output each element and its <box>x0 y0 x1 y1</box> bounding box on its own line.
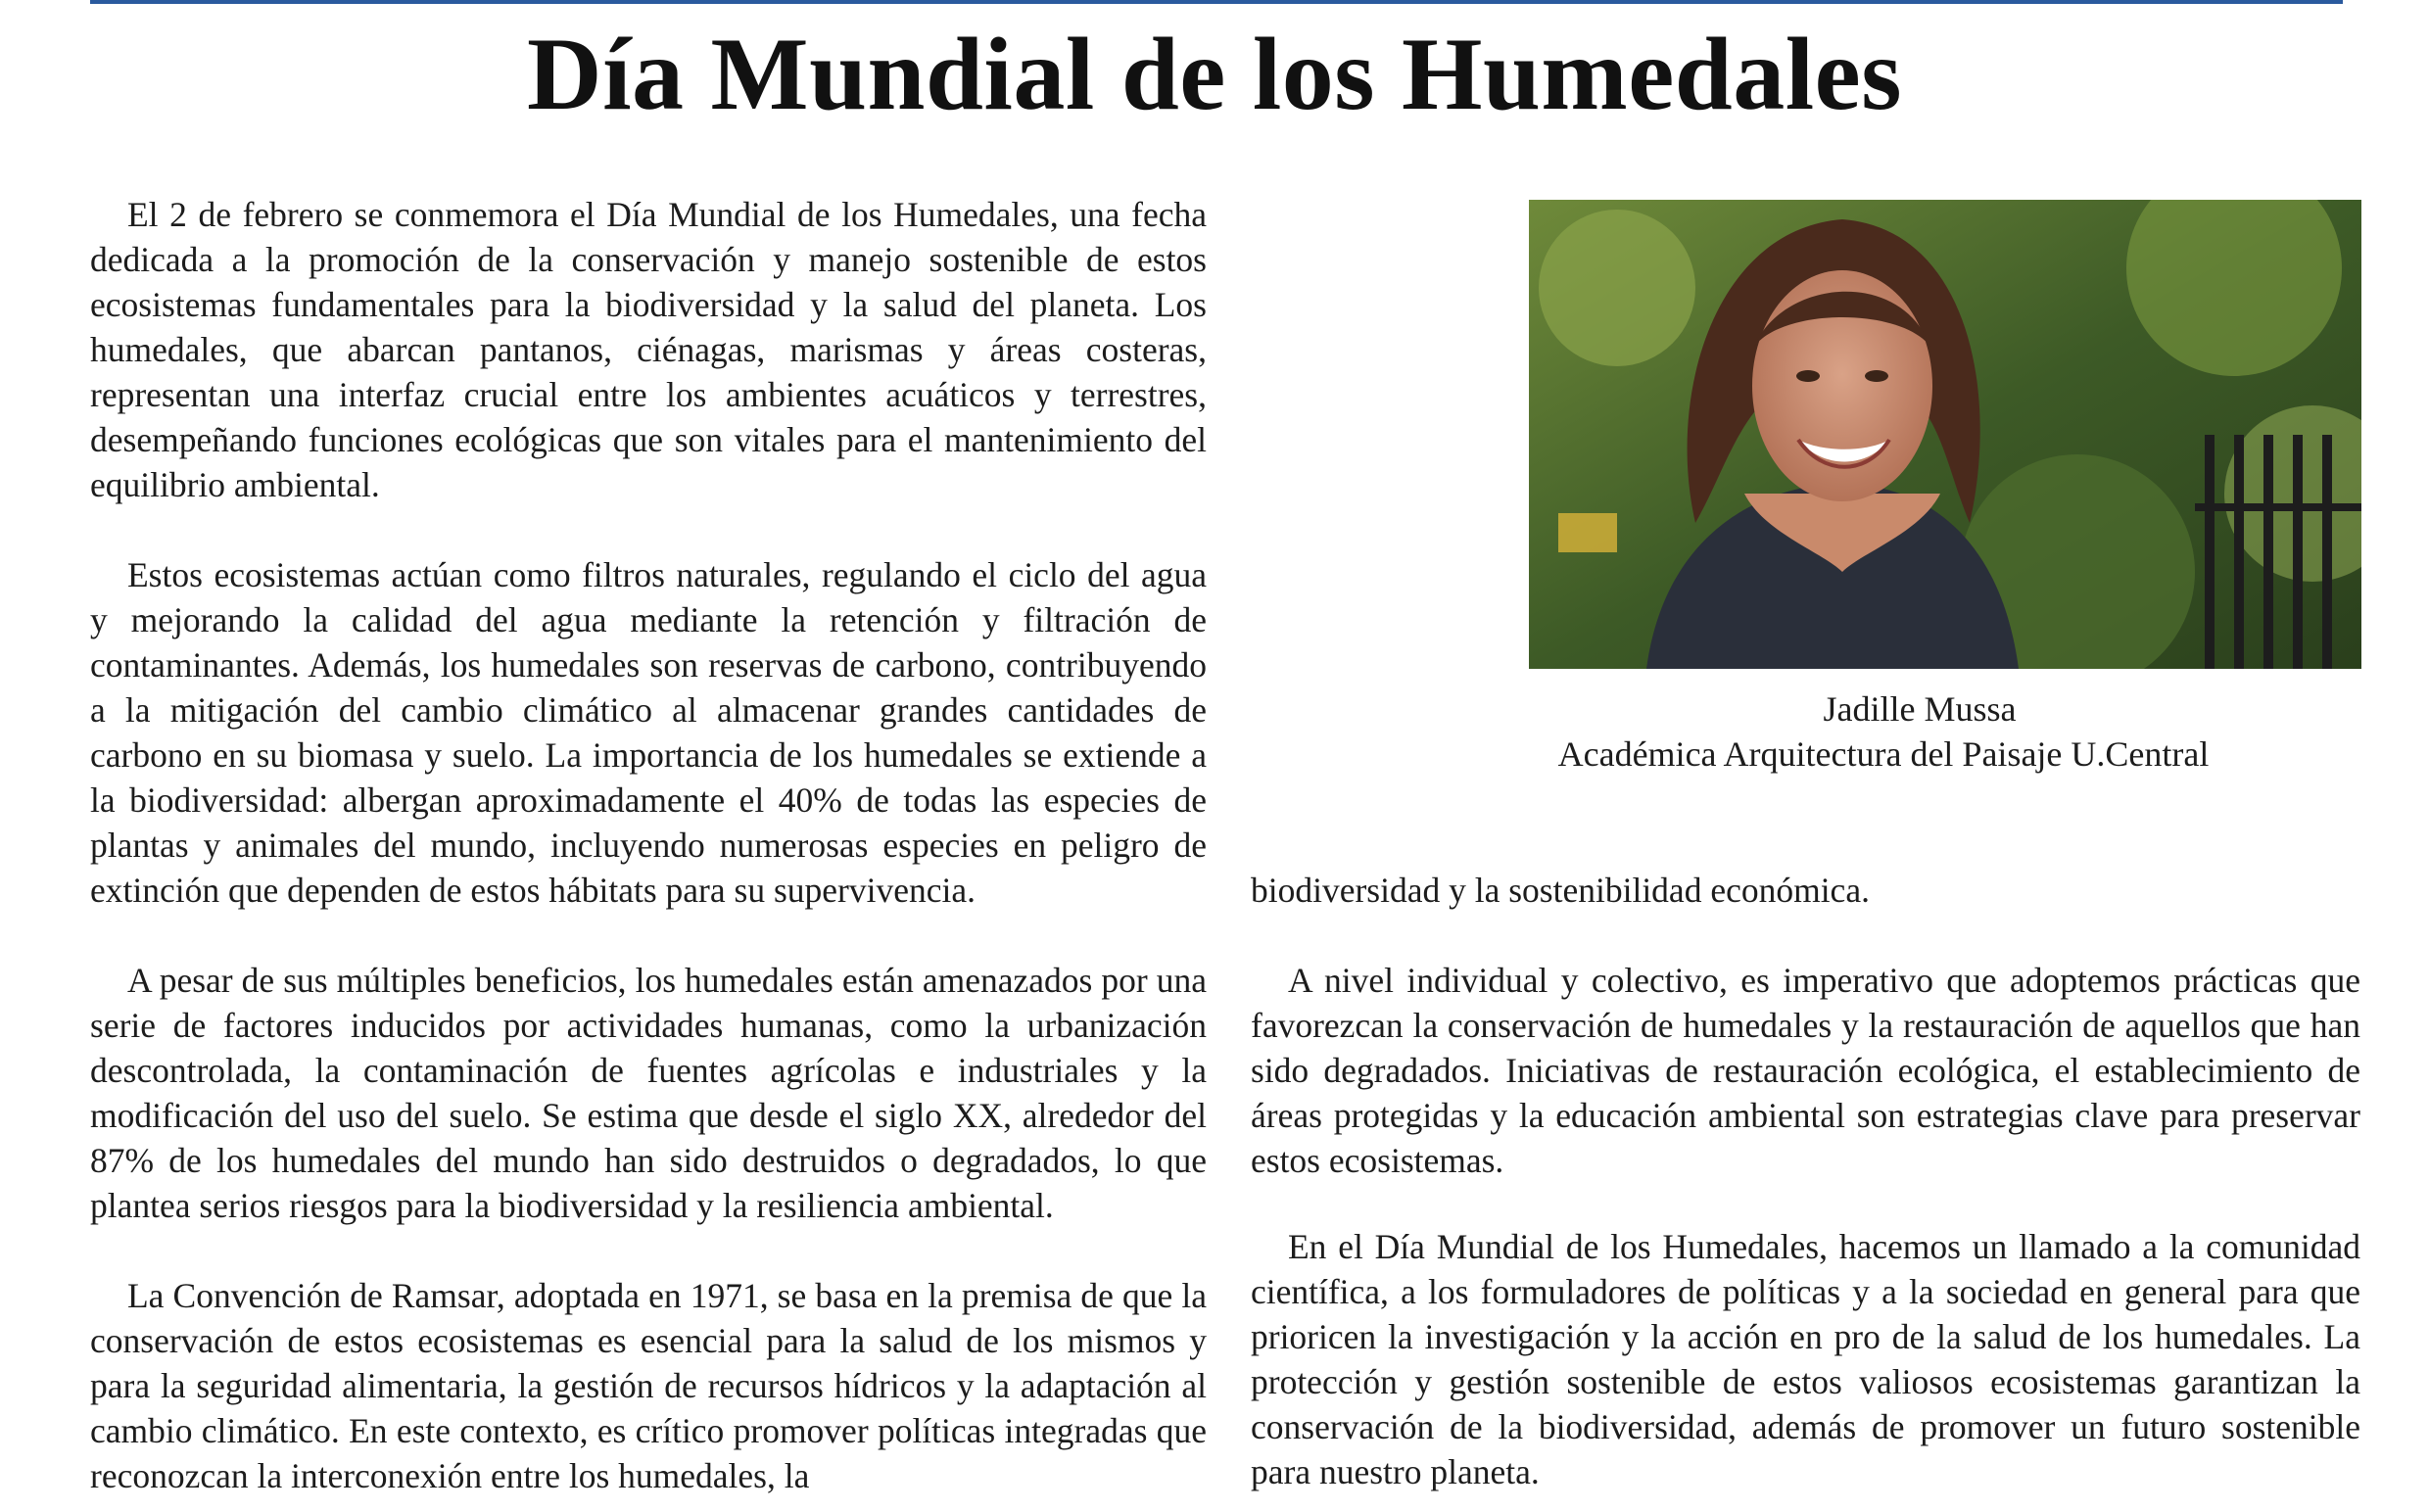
author-photo <box>1529 200 2361 669</box>
paragraph-conclusion: En el Día Mundial de los Humedales, hacemos un llamado a la comunidad científica, a los formuladores de políticas y a la sociedad en general para que prioricen la investigación y la acción en pro de la salud de los humedales. La protección y gestión sostenible de estos valiosos ecosistemas garantizan la conservación de la biodiversidad, además de promover un futuro sostenible para nuestro planeta. <box>1251 1227 2360 1491</box>
paragraph-intro: El 2 de febrero se conmemora el Día Mundial de los Humedales, una fecha dedicada a la promoción de la conservación y manejo sostenible de estos ecosistemas fundamentales para la biodiversidad y la salud del planeta. Los humedales, que abarcan pantanos, ciénagas, marismas y áreas costeras, representan una interfaz crucial entre los ambientes acuáticos y terrestres, desempeñando funciones ecológicas que son vitales para el mantenimiento del equilibrio ambiental. <box>90 195 1207 504</box>
top-rule <box>90 0 2343 4</box>
author-role: Académica Arquitectura del Paisaje U.Central <box>1557 734 2210 774</box>
paragraph-ramsar-continued: biodiversidad y la sostenibilidad económica. <box>1251 871 1870 910</box>
paragraph-ramsar: La Convención de Ramsar, adoptada en 1971, se basa en la premisa de que la conservación de estos ecosistemas es esencial para la salud de los mismos y para la seguridad alimentaria, la gestión de recursos hídricos y la adaptación al cambio climático. En este contexto, es crítico promover políticas integradas que reconozcan la interconexión entre los humedales, la <box>90 1276 1207 1495</box>
author-name: Jadille Mussa <box>1823 689 2017 729</box>
paragraph-ecosystem-functions: Estos ecosistemas actúan como filtros naturales, regulando el ciclo del agua y mejorando la calidad del agua mediante la retención y filtración de contaminantes. Además, los humedales son reservas de carbono, contribuyendo a la mitigación del cambio climático al almacenar grandes cantidades de carbono en su biomasa y suelo. La importancia de los humedales se extiende a la biodiversidad: albergan aproximadamente el 40% de todas las especies de plantas y animales del mundo, incluyendo numerosas especies en peligro de extinción que dependen de estos hábitats para su supervivencia. <box>90 555 1207 910</box>
paragraph-threats: A pesar de sus múltiples beneficios, los humedales están amenazados por una serie de factores inducidos por actividades humanas, como la urbanización descontrolada, la contaminación de fuentes agrícolas e industriales y la modificación del uso del suelo. Se estima que desde el siglo XX, alrededor del 87% de los humedales del mundo han sido destruidos o degradados, lo que plantea serios riesgos para la biodiversidad y la resiliencia ambiental. <box>90 961 1207 1225</box>
paragraph-call-to-action: A nivel individual y colectivo, es imperativo que adoptemos prácticas que favorezcan la conservación de humedales y la restauración de aquellos que han sido degradados. Iniciativas de restauración ecológica, el establecimiento de áreas protegidas y la educación ambiental son estrategias clave para preservar estos ecosistemas. <box>1251 961 2360 1180</box>
article-title: Día Mundial de los Humedales <box>527 17 1902 131</box>
